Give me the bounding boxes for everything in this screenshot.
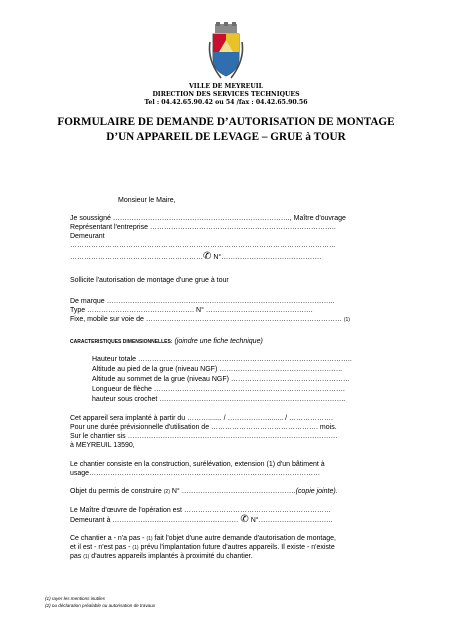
field-soussigne: Je soussigné …………………………………………………………………., Maître d'ouvrage <box>70 215 346 222</box>
field-address-line: …………………………………………………………………………………………………… <box>70 242 336 249</box>
field-hauteur-crochet: hauteur sous crochet …………………………………………………………………….. <box>92 396 346 403</box>
footnote-2: (2) ou déclaration préalable ou autorisation de travaux <box>45 603 156 608</box>
paragraph-line2: et il est - n'est pas - (1) prévu l'implantation future d'autres appareils. Il existe - n'existe <box>70 544 335 551</box>
field-implantation-date: Cet appareil sera implanté à partir du ………....... / ………………....... / ………………. <box>70 415 333 422</box>
telephone-icon: ✆ <box>203 251 212 262</box>
field-duree: Pour une durée prévisionnelle d'utilisation de ………………………………………. mois. <box>70 424 337 431</box>
coat-of-arms-icon <box>207 22 245 80</box>
department-name: DIRECTION DES SERVICES TECHNIQUES <box>152 91 300 98</box>
field-altitude-pied: Altitude au pied de la grue (niveau NGF) …………………………………………….. <box>92 366 343 373</box>
salutation: Monsieur le Maire, <box>118 197 176 204</box>
field-fixe-mobile: Fixe, mobile sur voie de ………………………………………………………………………… (1) <box>70 316 350 323</box>
field-altitude-sommet: Altitude au sommet de la grue (niveau NGF) …………………………………………… <box>92 376 350 383</box>
paragraph-line3: pas (1) d'autres appareils implantés à proximité du chantier. <box>70 553 253 560</box>
footnote-1: (1) rayer les mentions inutiles <box>45 596 105 601</box>
paragraph-line1: Ce chantier a - n'a pas - (1) fait l'objet d'une autre demande d'autorisation de montage, <box>70 535 336 542</box>
telephone-icon: ✆ <box>240 514 249 525</box>
form-title-line1: FORMULAIRE DE DEMANDE D’AUTORISATION DE MONTAGE <box>57 116 395 128</box>
field-demeurant-a: Demeurant à ……………………………………………… ✆ N°………………………….. <box>70 514 333 525</box>
field-type: Type ………………………………………. N° ………………………………………. <box>70 307 313 314</box>
field-representant: Représentant l'entreprise …………………………………………………………………….. <box>70 224 336 231</box>
field-maitre-oeuvre: Le Maître d'œuvre de l'opération est ……………………………………………………… <box>70 507 331 514</box>
field-chantier-sis: Sur le chantier sis ……………………………………………………………………………… <box>70 433 338 440</box>
town-name: VILLE DE MEYREUIL <box>189 83 263 90</box>
field-objet-permis: Objet du permis de construire (2) N° ………………………………………….(copie jointe). <box>70 488 338 495</box>
sollicite-text: Sollicite l'autorisation de montage d'une grue à tour <box>70 277 229 284</box>
chantier-consiste-line2: usage……………………………………………………………………………………… <box>70 470 321 477</box>
form-title-line2: D’UN APPAREIL DE LEVAGE – GRUE à TOUR <box>106 131 346 143</box>
field-hauteur-totale: Hauteur totale ……………………………………………………………………………….. <box>92 356 352 363</box>
field-longueur-fleche: Longueur de flèche ………………………………………………………………………. <box>92 386 345 393</box>
field-demeurant-label: Demeurant <box>70 233 105 240</box>
ville-text: à MEYREUIL 13590, <box>70 442 135 449</box>
field-phone-line: …………………………………………………✆ N°……………………………………. <box>70 251 322 262</box>
chantier-consiste-line1: Le chantier consiste en la construction, surélévation, extension (1) d'un bâtiment à <box>70 461 325 468</box>
contact-line: Tel : 04.42.65.90.42 ou 54 /fax : 04.42.65.90.56 <box>144 99 308 106</box>
field-marque: De marque …………………………………………………………………………………….. <box>70 298 335 305</box>
caracteristiques-heading: CARACTERISTIQUES DIMENSIONNELLES: (joindre une fiche technique) <box>70 338 263 345</box>
